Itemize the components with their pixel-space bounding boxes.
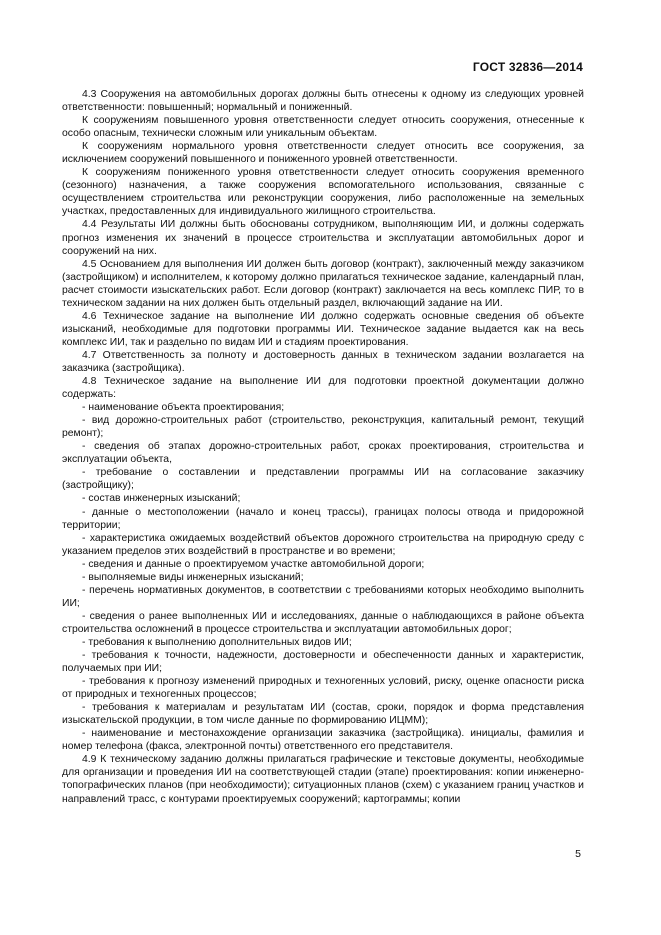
paragraph: К сооружениям пониженного уровня ответственности следует относить сооружения временного (сезонного) назначения, а также сооружения вспомогательного использования, связанные с осуществлением строительства или реконструкции сооружения, либо расположенные на земельных участках, предоставленных для индивидуального жилищного строительства. xyxy=(62,167,584,218)
list-item: - данные о местоположении (начало и конец трассы), границах полосы отвода и придорожной территории; xyxy=(62,506,584,531)
list-item: - сведения о ранее выполненных ИИ и исследованиях, данные о наблюдающихся в районе объекта строительства осложнений в процессе строительства и эксплуатации автомобильных дорог; xyxy=(62,610,584,635)
paragraph-4-9: 4.9 К техническому заданию должны прилагаться графические и текстовые документы, необходимые для организации и проведения ИИ на соответствующей стадии (этапе) проектирования: копии инженерно-топографических планов (при необходимости); ситуационных планов (схем) с указанием границ участков и направлений трасс, с контурами проектируемых сооружений; картограммы; копии xyxy=(62,754,584,805)
list-item: - выполняемые виды инженерных изысканий; xyxy=(82,571,304,583)
list-item: - наименование и местонахождение организации заказчика (застройщика). инициалы, фамилия и номер телефона (факса, электронной почты) ответственного его представителя. xyxy=(62,728,584,753)
list-item: - вид дорожно-строительных работ (строительство, реконструкция, капитальный ремонт, текущий ремонт); xyxy=(62,415,584,440)
list-item: - перечень нормативных документов, в соответствии с требованиями которых необходимо выполнить ИИ; xyxy=(62,584,584,609)
paragraph: К сооружениям нормального уровня ответственности следует относить все сооружения, за исключением сооружений повышенного и пониженного уровней ответственности. xyxy=(62,141,584,166)
paragraph-4-4: 4.4 Результаты ИИ должны быть обоснованы сотрудником, выполняющим ИИ, и должны содержать прогноз изменения их значений в процессе строительства и эксплуатации автомобильных дорог и сооружений на них. xyxy=(62,219,584,257)
list-item: - требования к выполнению дополнительных видов ИИ; xyxy=(82,636,352,648)
list-item: - характеристика ожидаемых воздействий объектов дорожного строительства на природную среду с указанием пределов этих воздействий в пространстве и во времени; xyxy=(62,532,584,557)
list-item: - требования к точности, надежности, достоверности и обеспеченности данных и характеристик, получаемых при ИИ; xyxy=(62,650,584,675)
paragraph: К сооружениям повышенного уровня ответственности следует относить сооружения, отнесенные к особо опасным, технически сложным или уникальным объектам. xyxy=(62,115,584,140)
list-item: - требования к прогнозу изменений природных и техногенных условий, риску, оценке опасности риска от природных и техногенных процессов; xyxy=(62,676,584,701)
list-item: - требования к материалам и результатам ИИ (состав, сроки, порядок и форма представления изыскательской продукции, в том числе данные по формированию ИЦММ); xyxy=(62,702,584,727)
paragraph-4-5: 4.5 Основанием для выполнения ИИ должен быть договор (контракт), заключенный между заказчиком (застройщиком) и исполнителем, к которому должно прилагаться техническое задание, календарный план, расчет стоимости изыскательских работ. Если договор (контракт) заключается на весь комплекс ПИР, то в техническом задании на них должен быть отдельный раздел, включающий задание на ИИ. xyxy=(62,258,584,309)
page-number: 5 xyxy=(575,848,581,860)
list-item: - состав инженерных изысканий; xyxy=(82,493,241,505)
paragraph-4-3: 4.3 Сооружения на автомобильных дорогах должны быть отнесены к одному из следующих уровней ответственности: повышенный; нормальный и пониженный. xyxy=(62,89,584,114)
list-item: - наименование объекта проектирования; xyxy=(82,402,285,414)
document-body xyxy=(62,88,584,806)
list-item: - сведения и данные о проектируемом участке автомобильной дороги; xyxy=(82,558,425,570)
paragraph-4-7: 4.7 Ответственность за полноту и достоверность данных в техническом задании возлагается на заказчика (застройщика). xyxy=(62,349,584,374)
standard-header: ГОСТ 32836—2014 xyxy=(472,60,583,74)
paragraph-4-6: 4.6 Техническое задание на выполнение ИИ должно содержать основные сведения об объекте изысканий, необходимые для подготовки программы ИИ. Техническое задание выдается как на весь комплекс ИИ, так и раздельно по видам ИИ и стадиям проектирования. xyxy=(62,310,584,348)
list-item: - требование о составлении и представлении программы ИИ на согласование заказчику (застройщику); xyxy=(62,467,584,492)
paragraph-4-8: 4.8 Техническое задание на выполнение ИИ для подготовки проектной документации должно содержать: xyxy=(62,376,584,401)
list-item: - сведения об этапах дорожно-строительных работ, сроках проектирования, строительства и эксплуатации объекта, xyxy=(62,441,584,466)
